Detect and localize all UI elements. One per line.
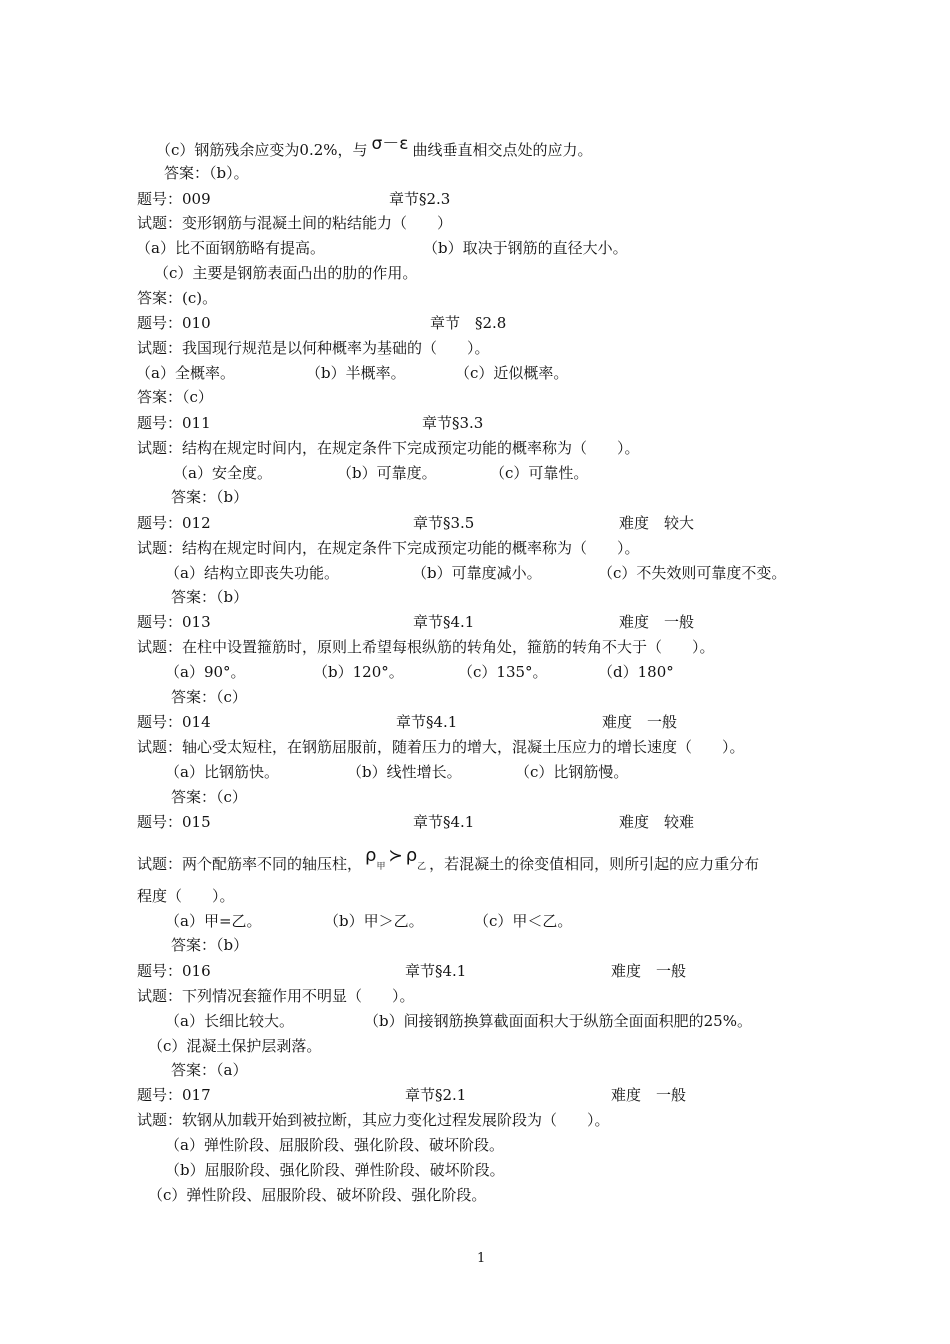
question-number: 题号：010 xyxy=(137,314,211,332)
option-a: （a）弹性阶段、屈服阶段、强化阶段、破坏阶段。 xyxy=(165,1136,504,1154)
answer-line: 答案：（c） xyxy=(171,788,247,806)
option-c: （c）不失效则可靠度不变。 xyxy=(598,564,787,582)
question-text: 试题：轴心受太短柱，在钢筋屈服前，随着压力的增大，混凝土压应力的增长速度（ ）。 xyxy=(137,738,745,756)
question-number: 题号：012 xyxy=(137,514,211,532)
chapter-label: 章节 §2.8 xyxy=(430,314,507,332)
option-a: （a）比钢筋快。 xyxy=(165,763,279,781)
option-b: （b）120°。 xyxy=(313,663,404,681)
difficulty-label: 难度 较大 xyxy=(619,514,695,532)
option-text: 曲线垂直相交点处的应力。 xyxy=(412,141,593,159)
option-b: （b）线性增长。 xyxy=(347,763,462,781)
answer-line: 答案：（b） xyxy=(171,588,249,606)
option-c: （c）弹性阶段、屈服阶段、破坏阶段、强化阶段。 xyxy=(148,1186,487,1204)
sigma-epsilon-symbol: σ－ε xyxy=(371,134,409,154)
difficulty-label: 难度 较难 xyxy=(619,813,695,831)
answer-line: 答案：（c） xyxy=(171,688,247,706)
difficulty-label: 难度 一般 xyxy=(619,613,695,631)
option-d: （d）180° xyxy=(598,663,674,681)
chapter-label: 章节§4.1 xyxy=(413,813,475,831)
option-b: （b）间接钢筋换算截面面积大于纵筋全面面积肥的25%。 xyxy=(364,1012,752,1030)
question-number: 题号：011 xyxy=(137,414,211,432)
question-text: 试题：软钢从加载开始到被拉断，其应力变化过程发展阶段为（ ）。 xyxy=(137,1111,610,1129)
option-b: （b）甲＞乙。 xyxy=(324,912,424,930)
option-b: （b）半概率。 xyxy=(306,364,406,382)
option-c: （c）135°。 xyxy=(458,663,548,681)
difficulty-label: 难度 一般 xyxy=(611,1086,687,1104)
rho-symbol: ρ xyxy=(405,845,418,866)
option-a: （a）比不面钢筋略有提高。 xyxy=(136,239,325,257)
option-c: （c）近似概率。 xyxy=(455,364,569,382)
answer-line: 答案：(c)。 xyxy=(137,289,218,307)
difficulty-label: 难度 一般 xyxy=(602,713,678,731)
chapter-label: 章节§2.1 xyxy=(405,1086,467,1104)
option-a: （a）全概率。 xyxy=(136,364,235,382)
option-b: （b）屈服阶段、强化阶段、弹性阶段、破坏阶段。 xyxy=(165,1161,505,1179)
option-c: （c）比钢筋慢。 xyxy=(515,763,629,781)
question-text: 试题：在柱中设置箍筋时，原则上希望每根纵筋的转角处，箍筋的转角不大于（ ）。 xyxy=(137,638,715,656)
answer-line: 答案：（a） xyxy=(171,1061,248,1079)
option-text: （c）钢筋残余应变为0.2%，与 xyxy=(156,141,368,159)
option-a: （a）长细比较大。 xyxy=(165,1012,294,1030)
option-line xyxy=(156,134,593,160)
succeeds-symbol: ≻ xyxy=(388,846,403,866)
difficulty-label: 难度 一般 xyxy=(611,962,687,980)
question-number: 题号：015 xyxy=(137,813,211,831)
option-c: （c）甲＜乙。 xyxy=(474,912,573,930)
chapter-label: 章节§3.3 xyxy=(422,414,484,432)
rho-formula xyxy=(362,845,429,877)
rho-symbol: ρ xyxy=(365,845,377,866)
answer-line: 答案：（b） xyxy=(171,488,249,506)
answer-line: 答案：（c） xyxy=(137,388,213,406)
chapter-label: 章节§2.3 xyxy=(389,190,451,208)
question-text-continued: 程度（ ）。 xyxy=(137,887,235,905)
chapter-label: 章节§3.5 xyxy=(413,514,475,532)
question-text: 试题：下列情况套箍作用不明显（ ）。 xyxy=(137,987,415,1005)
option-c: （c）可靠性。 xyxy=(490,464,589,482)
page-number: 1 xyxy=(477,1251,486,1266)
option-b: （b）可靠度减小。 xyxy=(412,564,542,582)
option-c: （c）混凝土保护层剥落。 xyxy=(148,1037,322,1055)
question-text: 试题：结构在规定时间内，在规定条件下完成预定功能的概率称为（ ）。 xyxy=(137,539,640,557)
question-number: 题号：013 xyxy=(137,613,211,631)
question-text xyxy=(137,845,760,877)
subscript-jia: 甲 xyxy=(376,862,386,872)
chapter-label: 章节§4.1 xyxy=(405,962,467,980)
question-text: 试题：变形钢筋与混凝土间的粘结能力（ ） xyxy=(137,214,453,232)
option-b: （b）可靠度。 xyxy=(337,464,437,482)
question-number: 题号：009 xyxy=(137,190,211,208)
question-text: 试题：结构在规定时间内，在规定条件下完成预定功能的概率称为（ ）。 xyxy=(137,439,640,457)
question-text-part: ，若混凝土的徐变值相同，则所引起的应力重分布 xyxy=(429,855,760,873)
subscript-yi: 乙 xyxy=(417,862,427,872)
answer-line: 答案：（b）。 xyxy=(164,164,249,182)
question-number: 题号：014 xyxy=(137,713,211,731)
chapter-label: 章节§4.1 xyxy=(396,713,458,731)
option-a: （a）结构立即丧失功能。 xyxy=(165,564,339,582)
option-a: （a）甲=乙。 xyxy=(165,912,262,930)
answer-line: 答案：（b） xyxy=(171,936,249,954)
option-b: （b）取决于钢筋的直径大小。 xyxy=(423,239,628,257)
question-number: 题号：017 xyxy=(137,1086,211,1104)
option-a: （a）90°。 xyxy=(165,663,246,681)
option-a: （a）安全度。 xyxy=(173,464,272,482)
question-text: 试题：我国现行规范是以何种概率为基础的（ ）。 xyxy=(137,339,490,357)
question-text-part: 试题：两个配筋率不同的轴压柱， xyxy=(137,855,363,873)
chapter-label: 章节§4.1 xyxy=(413,613,475,631)
question-number: 题号：016 xyxy=(137,962,211,980)
option-c: （c）主要是钢筋表面凸出的肋的作用。 xyxy=(154,264,418,282)
